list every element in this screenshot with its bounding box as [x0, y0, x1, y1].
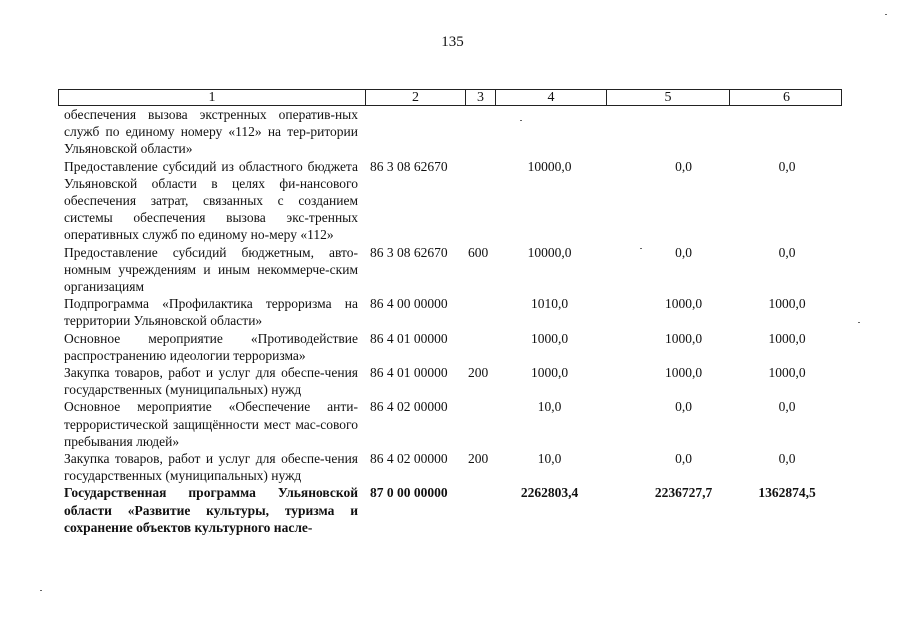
row-value-col4: 10000,0	[527, 244, 572, 260]
row-description: Закупка товаров, работ и услуг для обеспе-чения государственных (муниципальных) нужд	[64, 451, 358, 484]
row-description: обеспечения вызова экстренных оператив-ных служб по единому номеру «112» на тер-ритории Ульяновской области»	[64, 107, 358, 157]
header-col-5: 5	[606, 90, 729, 105]
row-value-col5: 0,0	[675, 451, 692, 467]
scan-speck	[885, 14, 887, 15]
table-row	[0, 330, 905, 364]
row-type: 200	[468, 451, 489, 467]
row-value-col4: 10,0	[537, 451, 562, 467]
table-row	[0, 364, 905, 398]
row-value-col4: 1010,0	[530, 296, 569, 312]
row-value-col4: 2262803,4	[520, 485, 579, 501]
scan-speck	[40, 590, 42, 591]
row-value-col6: 0,0	[778, 451, 796, 467]
row-description: Подпрограмма «Профилактика терроризма на территории Ульяновской области»	[64, 296, 358, 329]
row-value-col4: 1000,0	[530, 365, 569, 381]
row-description: Государственная программа Ульяновской области «Развитие культуры, туризма и сохранение объектов культурного насле-	[64, 485, 358, 535]
row-value-col6: 0,0	[778, 244, 796, 260]
table-header-row	[58, 89, 842, 106]
row-value-col5: 1000,0	[664, 296, 703, 312]
row-value-col5: 0,0	[675, 158, 692, 174]
row-description: Закупка товаров, работ и услуг для обеспе-чения государственных (муниципальных) нужд	[64, 365, 358, 398]
row-value-col5: 1000,0	[664, 330, 703, 346]
page-number: 135	[441, 34, 464, 50]
row-description: Предоставление субсидий бюджетным, авто-номным учреждениям и иным некоммерче-ским организациям	[64, 244, 358, 295]
header-col-4: 4	[495, 90, 606, 105]
row-code: 86 3 08 62670	[370, 244, 448, 260]
row-value-col6: 0,0	[778, 158, 796, 174]
header-col-2: 2	[365, 90, 465, 105]
table-row	[0, 450, 905, 484]
row-code: 86 4 00 00000	[370, 296, 448, 312]
scan-speck	[520, 120, 522, 121]
row-value-col4: 10000,0	[527, 158, 572, 174]
row-value-col6: 1000,0	[768, 296, 806, 312]
table-row	[0, 295, 905, 329]
row-type: 200	[468, 365, 489, 381]
row-value-col5: 1000,0	[664, 365, 703, 381]
row-code: 86 4 02 00000	[370, 399, 448, 415]
row-value-col5: 0,0	[675, 244, 692, 260]
table-row	[0, 244, 905, 296]
row-description: Основное мероприятие «Обеспечение анти-террористической защищённости мест мас-сового пребывания людей»	[64, 399, 358, 449]
row-code: 87 0 00 00000	[370, 485, 448, 501]
row-value-col6: 0,0	[778, 399, 796, 415]
row-value-col5: 2236727,7	[654, 485, 713, 501]
row-value-col6: 1000,0	[768, 330, 806, 346]
row-value-col6: 1362874,5	[758, 485, 816, 501]
row-description: Предоставление субсидий из областного бюджета Ульяновской области в целях фи-нансового обеспечения затрат, связанных с созданием системы обеспечения вызова экс-тренных оперативных служб по единому но-меру «112»	[64, 158, 358, 243]
row-code: 86 4 01 00000	[370, 365, 448, 381]
header-col-3: 3	[465, 90, 495, 105]
table-row	[0, 398, 905, 450]
row-code: 86 3 08 62670	[370, 158, 448, 174]
row-value-col4: 10,0	[537, 399, 562, 415]
row-value-col6: 1000,0	[768, 365, 806, 381]
header-col-6: 6	[729, 90, 843, 105]
row-type: 600	[468, 244, 489, 260]
row-code: 86 4 01 00000	[370, 330, 448, 346]
scan-speck	[858, 322, 860, 323]
row-value-col5: 0,0	[675, 399, 692, 415]
table-body	[0, 106, 905, 536]
table-row	[0, 106, 905, 158]
row-value-col4: 1000,0	[530, 330, 569, 346]
scan-speck	[640, 248, 642, 249]
header-col-1: 1	[208, 90, 216, 105]
row-description: Основное мероприятие «Противодействие распространению идеологии терроризма»	[64, 330, 358, 363]
table-row-program-total	[0, 484, 905, 536]
row-code: 86 4 02 00000	[370, 451, 448, 467]
table-row	[0, 158, 905, 244]
